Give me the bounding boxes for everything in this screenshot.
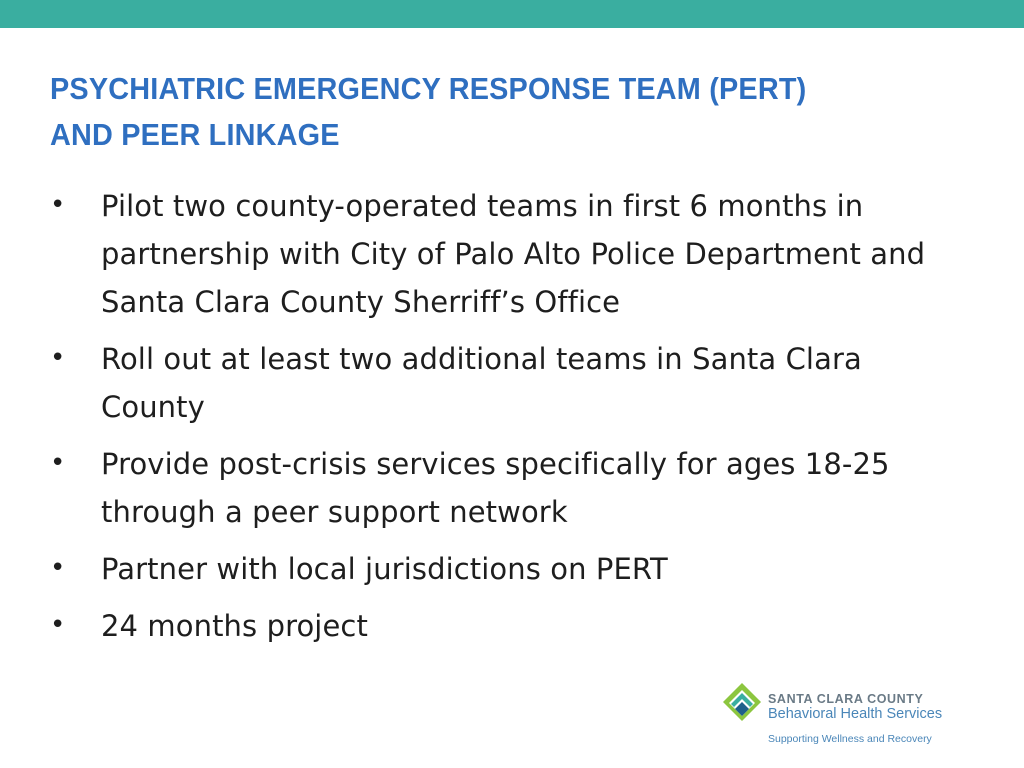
bullet-item-4	[50, 545, 930, 593]
slide-title-line-1: PSYCHIATRIC EMERGENCY RESPONSE TEAM (PERT)	[50, 71, 807, 106]
bullet-text: Provide post-crisis services specifically for ages 18-25 through a peer support network	[101, 447, 890, 529]
diamond-logo-icon	[720, 682, 764, 726]
bullet-text: Roll out at least two additional teams in Santa Clara County	[101, 342, 862, 424]
bullet-text: 24 months project	[101, 609, 368, 643]
bullet-item-1	[50, 182, 930, 326]
logo-department-name: Behavioral Health Services	[768, 706, 943, 722]
bullet-text: Partner with local jurisdictions on PERT	[101, 552, 668, 586]
top-accent-bar	[0, 0, 1024, 28]
bullet-icon: •	[50, 553, 66, 583]
slide-title	[50, 66, 887, 158]
bullet-icon: •	[50, 343, 66, 373]
bullet-icon: •	[50, 448, 66, 478]
bullet-text: Pilot two county-operated teams in first 6 months in partnership with City of Palo Alto Police Department and Santa Clara County Sherriff’s Office	[101, 189, 926, 319]
logo-tagline: Supporting Wellness and Recovery	[768, 733, 932, 745]
bullet-item-3	[50, 440, 930, 536]
slide-title-line-2: AND PEER LINKAGE	[50, 117, 340, 152]
bhs-logo	[720, 682, 1010, 752]
bullet-item-5	[50, 602, 930, 650]
logo-org-name: SANTA CLARA COUNTY	[768, 692, 924, 706]
bullet-icon: •	[50, 610, 66, 640]
bullet-list	[50, 182, 930, 659]
bullet-icon: •	[50, 190, 66, 220]
bullet-item-2	[50, 335, 930, 431]
